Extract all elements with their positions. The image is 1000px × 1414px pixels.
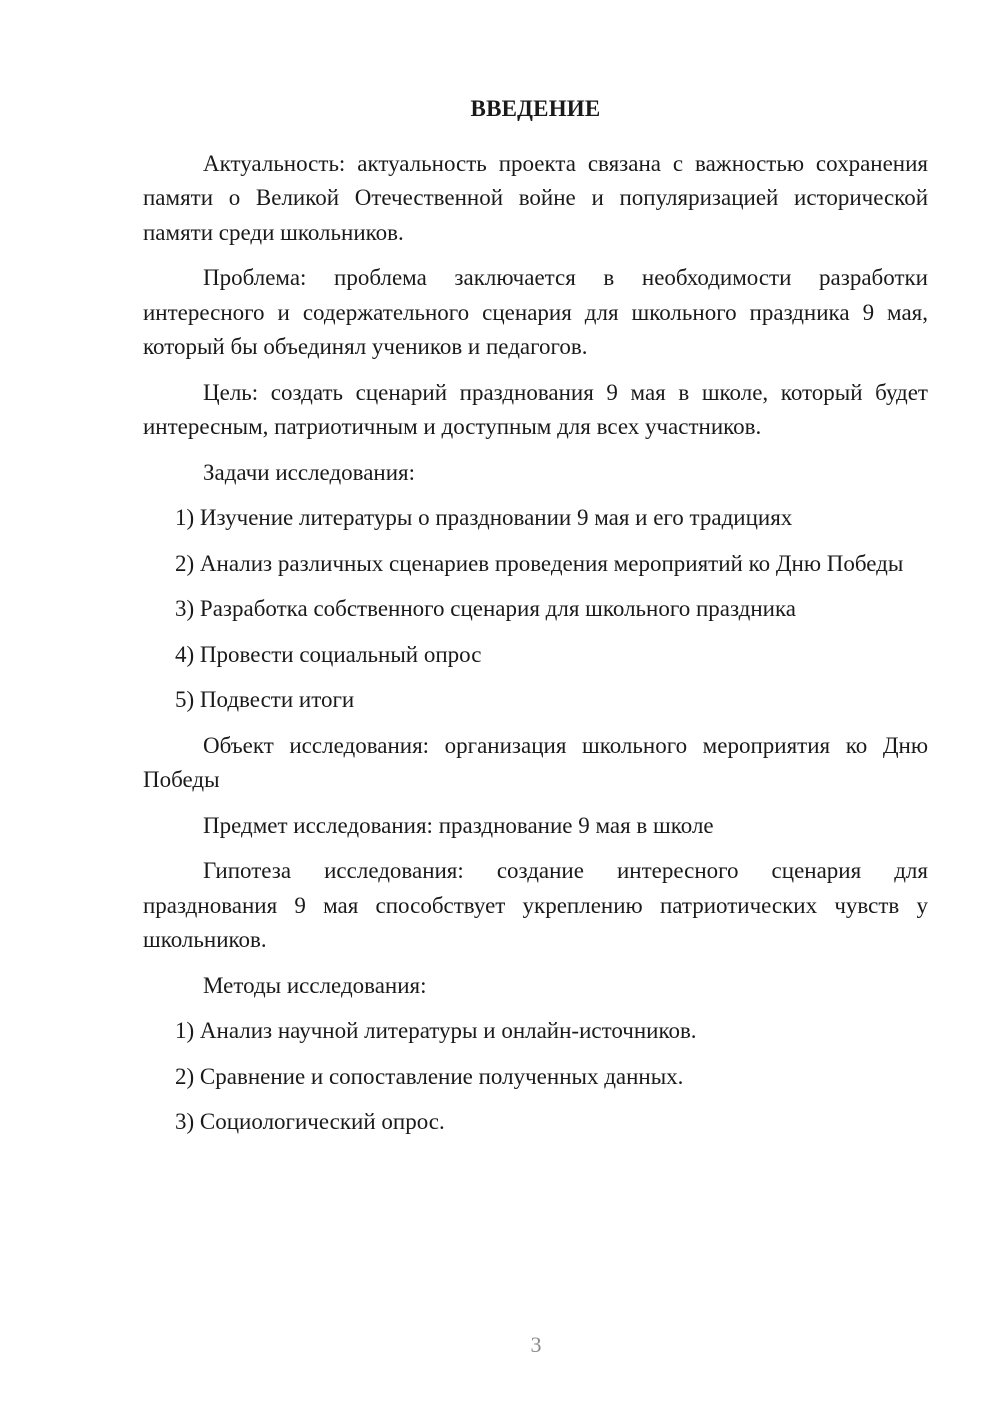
method-item: 1) Анализ научной литературы и онлайн-источников.	[175, 1018, 697, 1043]
problem-paragraph: Проблема: проблема заключается в необходимости разработки интересного и содержательного сценария для школьного праздника 9 мая, который бы объединял учеников и педагогов.	[143, 265, 928, 359]
document-page	[143, 92, 928, 1151]
relevance-paragraph: Актуальность: актуальность проекта связана с важностью сохранения памяти о Великой Отечественной войне и популяризацией исторической памяти среди школьников.	[143, 150, 928, 245]
object-paragraph: Объект исследования: организация школьного мероприятия ко Дню Победы	[143, 732, 928, 792]
subject-paragraph: Предмет исследования: празднование 9 мая в школе	[203, 812, 714, 838]
hypothesis-paragraph: Гипотеза исследования: создание интересного сценария для празднования 9 мая способствует укреплению патриотических чувств у школьников.	[143, 858, 928, 952]
method-item: 2) Сравнение и сопоставление полученных данных.	[175, 1063, 684, 1089]
goal-paragraph: Цель: создать сценарий празднования 9 мая в школе, который будет интересным, патриотичным и доступным для всех участников.	[143, 379, 928, 439]
task-item: 5) Подвести итоги	[175, 687, 355, 712]
section-title: ВВЕДЕНИЕ	[470, 96, 601, 121]
methods-heading: Методы исследования:	[203, 972, 427, 998]
page-number: 3	[530, 1332, 542, 1357]
task-item: 2) Анализ различных сценариев проведения мероприятий ко Дню Победы	[175, 550, 904, 576]
task-item: 3) Разработка собственного сценария для школьного праздника	[175, 596, 796, 621]
tasks-heading: Задачи исследования:	[203, 459, 416, 485]
task-item: 1) Изучение литературы о праздновании 9 мая и его традициях	[175, 505, 793, 530]
method-item: 3) Социологический опрос.	[175, 1109, 445, 1134]
task-item: 4) Провести социальный опрос	[175, 641, 482, 667]
